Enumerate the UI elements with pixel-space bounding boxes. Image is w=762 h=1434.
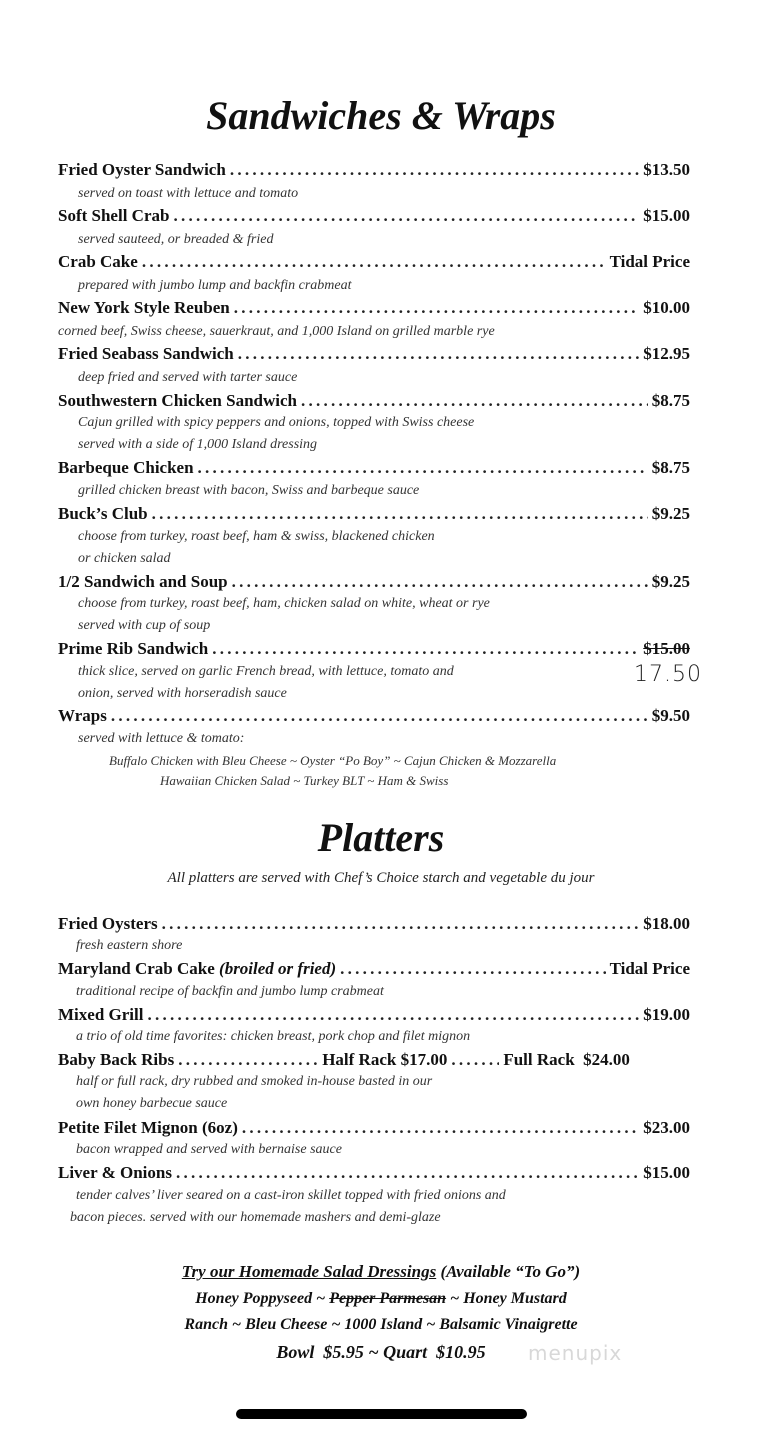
menu-item [58,1050,690,1072]
item-price: $15.00 [643,1163,690,1182]
item-price-crossed-out: $15.00 [643,639,690,658]
menu-item [58,1163,690,1185]
item-description: tender calves’ liver seared on a cast-iron skillet topped with fried onions and [76,1188,506,1203]
item-price: $9.25 [651,504,690,523]
item-price: $9.25 [651,572,690,591]
menu-item [58,914,690,936]
menu-item [58,458,690,480]
menu-item [58,639,690,661]
full-rack-label: Full Rack [503,1050,575,1069]
item-name: Southwestern Chicken Sandwich [58,391,297,410]
item-description: thick slice, served on garlic French bread, with lettuce, tomato and [78,664,454,679]
item-name: Fried Oyster Sandwich [58,160,226,179]
menu-item [58,391,690,413]
item-name: Fried Seabass Sandwich [58,344,234,363]
item-description: choose from turkey, roast beef, ham & swiss, blackened chicken [78,529,435,544]
dressing-name: ~ Honey Mustard [446,1290,567,1307]
item-description: Cajun grilled with spicy peppers and onions, topped with Swiss cheese [78,415,475,430]
dressing-name-crossed-out: Pepper Parmesan [329,1290,447,1307]
menu-item [58,344,690,366]
menu-item [58,706,690,728]
item-price: $12.95 [643,344,690,363]
item-price: $9.50 [651,706,690,725]
item-description: grilled chicken breast with bacon, Swiss and barbeque sauce [78,483,420,498]
platters-note: All platters are served with Chef’s Choice starch and vegetable du jour [167,870,595,886]
menu-item [58,298,690,320]
menu-item [58,206,690,228]
item-description: onion, served with horseradish sauce [78,686,287,701]
item-description: fresh eastern shore [76,938,183,953]
item-price: $19.00 [643,1005,690,1024]
dressings-heading-tail: (Available “To Go”) [440,1262,581,1281]
item-name: Barbeque Chicken [58,458,194,477]
item-price: $10.00 [643,298,690,317]
menu-item [58,1118,690,1140]
item-price: $8.75 [651,391,690,410]
item-name: Mixed Grill [58,1005,144,1024]
item-description: prepared with jumbo lump and backfin crabmeat [78,278,352,293]
item-name: Crab Cake [58,252,138,271]
item-price: $18.00 [643,914,690,933]
item-description: served sauteed, or breaded & fried [78,232,274,247]
item-name: Baby Back Ribs [58,1050,175,1069]
menu-item [58,572,690,594]
item-price: $8.75 [651,458,690,477]
item-description: choose from turkey, roast beef, ham, chicken salad on white, wheat or rye [78,596,490,611]
item-price: Tidal Price [609,959,690,978]
item-description: served with lettuce & tomato: [78,731,245,746]
menu-item [58,504,690,526]
item-description: served on toast with lettuce and tomato [78,186,299,201]
dressing-name: Honey Poppyseed ~ [195,1290,330,1307]
menu-item [58,160,690,182]
item-name-note: (broiled or fried) [219,959,337,978]
item-price: $13.50 [643,160,690,179]
half-rack-price: Half Rack $17.00 [322,1050,448,1069]
item-name: Wraps [58,706,107,725]
item-description: served with cup of soup [78,618,211,633]
dressings-heading-main: Try our Homemade Salad Dressings [181,1262,437,1281]
item-name: Buck’s Club [58,504,148,523]
item-price: $15.00 [643,206,690,225]
section-title-platters: Platters [317,815,445,860]
wrap-options: Hawaiian Chicken Salad ~ Turkey BLT ~ Ham & Swiss [160,773,449,788]
item-description: traditional recipe of backfin and jumbo lump crabmeat [76,984,384,999]
item-name: Liver & Onions [58,1163,172,1182]
item-name: Prime Rib Sandwich [58,639,209,658]
item-name: 1/2 Sandwich and Soup [58,572,228,591]
item-description: a trio of old time favorites: chicken breast, pork chop and filet mignon [76,1029,471,1044]
dressings-prices: Bowl $5.95 ~ Quart $10.95 [276,1342,486,1362]
dressings-line-2: Ranch ~ Bleu Cheese ~ 1000 Island ~ Balsamic Vinaigrette [184,1316,578,1333]
item-name: Petite Filet Mignon (6oz) [58,1118,238,1137]
item-name: Soft Shell Crab [58,206,170,225]
item-name: New York Style Reuben [58,298,230,317]
wrap-options: Buffalo Chicken with Bleu Cheese ~ Oyster “Po Boy” ~ Cajun Chicken & Mozzarella [109,753,557,768]
item-description: own honey barbecue sauce [76,1096,228,1111]
section-title-sandwiches: Sandwiches & Wraps [206,93,556,138]
watermark-logo: menupix [528,1341,623,1365]
item-description: deep fried and served with tarter sauce [78,370,298,385]
item-description: bacon pieces. served with our homemade mashers and demi-glaze [70,1210,441,1225]
item-description: bacon wrapped and served with bernaise sauce [76,1142,342,1157]
item-price: $24.00 [583,1050,630,1069]
dressings-heading [0,1262,762,1282]
item-name: Fried Oysters [58,914,158,933]
menu-item [58,252,690,274]
item-price: $23.00 [643,1118,690,1137]
item-price: Tidal Price [609,252,690,271]
item-description: served with a side of 1,000 Island dressing [78,437,318,452]
menu-item [58,959,690,981]
item-description: half or full rack, dry rubbed and smoked in-house basted in our [76,1074,433,1089]
menu-item [58,1005,690,1027]
home-indicator-bar[interactable] [236,1409,527,1419]
item-name: Maryland Crab Cake [58,959,215,978]
dressings-line-1 [0,1290,762,1308]
item-description: or chicken salad [78,551,171,566]
handwritten-new-price: 17.50 [634,662,702,687]
item-description: corned beef, Swiss cheese, sauerkraut, and 1,000 Island on grilled marble rye [58,324,495,339]
